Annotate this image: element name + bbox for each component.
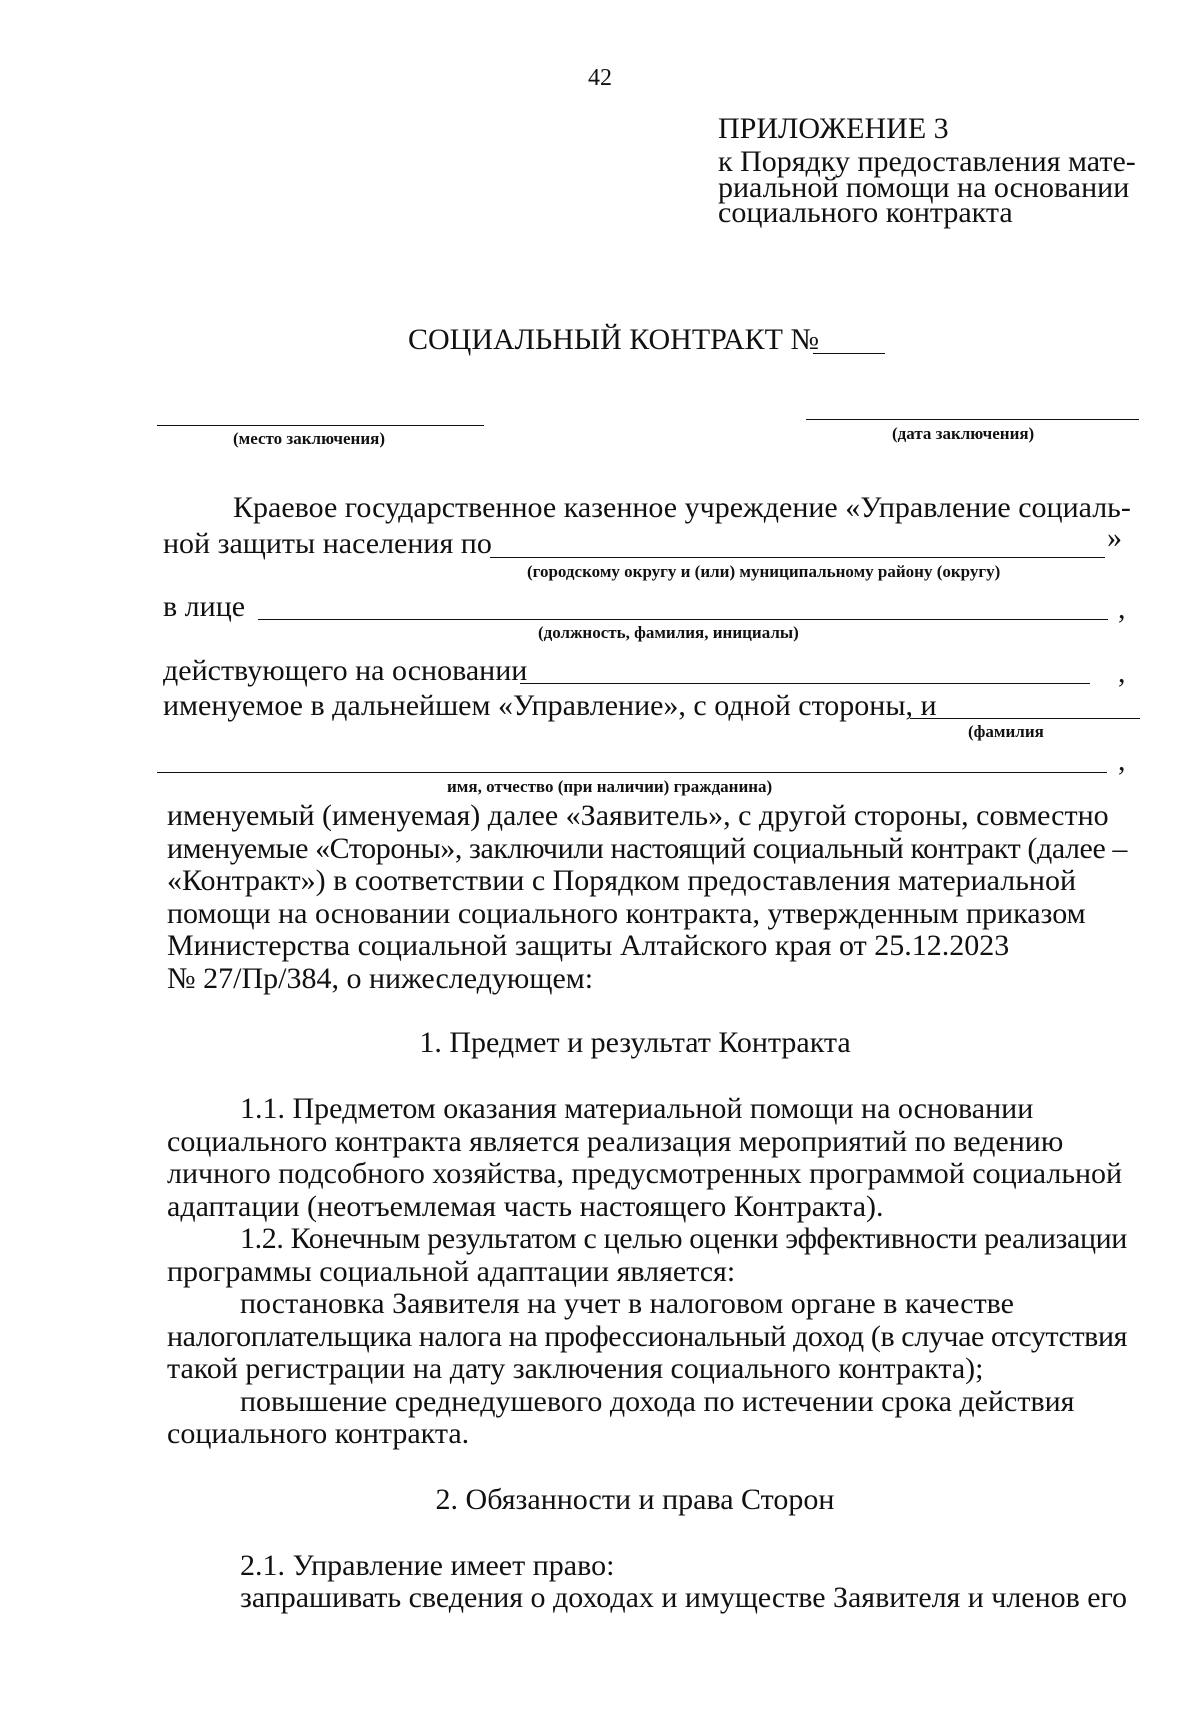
basis-blank bbox=[520, 683, 1090, 684]
district-caption: (городскому округу и (или) муниципальному району (округу) bbox=[527, 562, 1001, 581]
section1-line: повышение среднедушевого дохода по истечении срока действия bbox=[240, 1385, 1075, 1418]
section1-line: социального контракта является реализация мероприятий по ведению bbox=[167, 1125, 1064, 1158]
section1-line: 1.2. Конечным результатом с целью оценки эффективности реализации bbox=[240, 1222, 1127, 1255]
section1-line: программы социальной адаптации является: bbox=[167, 1255, 736, 1288]
body-line: № 27/Пр/384, о нижеследующем: bbox=[167, 962, 594, 995]
body-line: помощи на основании социального контракта, утвержденным приказом bbox=[167, 897, 1086, 930]
appendix-title: ПРИЛОЖЕНИЕ 3 bbox=[718, 112, 949, 145]
contract-title: СОЦИАЛЬНЫЙ КОНТРАКТ № bbox=[408, 323, 820, 356]
body-line: именуемый (именуемая) далее «Заявитель», с другой стороны, совместно bbox=[167, 799, 1109, 832]
place-caption: (место заключения) bbox=[233, 429, 386, 448]
comma: , bbox=[1118, 592, 1126, 625]
section2-line: 2.1. Управление имеет право: bbox=[240, 1549, 615, 1582]
surname-caption: (фамилия bbox=[968, 722, 1044, 741]
intro-line: Краевое государственное казенное учреждение «Управление социаль- bbox=[233, 491, 1131, 524]
section-heading: 2. Обязанности и права Сторон bbox=[435, 1483, 835, 1516]
page-number: 42 bbox=[588, 65, 612, 91]
acting-basis-label: действующего на основании bbox=[163, 654, 528, 687]
intro-line: ной защиты населения по bbox=[163, 527, 492, 560]
district-blank bbox=[490, 557, 1105, 558]
section1-line: постановка Заявителя на учет в налоговом органе в качестве bbox=[240, 1287, 1014, 1320]
place-blank bbox=[157, 425, 484, 426]
person-blank bbox=[258, 619, 1108, 620]
quote-close: » bbox=[1107, 521, 1122, 554]
fullname-caption: имя, отчество (при наличии) гражданина) bbox=[447, 777, 773, 796]
comma: , bbox=[1118, 744, 1126, 777]
section1-line: адаптации (неотъемлемая часть настоящего Контракта). bbox=[167, 1190, 884, 1223]
in-person-label: в лице bbox=[163, 590, 246, 623]
section1-line: налогоплательщика налога на профессиональный доход (в случае отсутствия bbox=[167, 1320, 1128, 1353]
fullname-blank bbox=[157, 772, 1107, 773]
person-caption: (должность, фамилия, инициалы) bbox=[538, 623, 799, 642]
section2-line: запрашивать сведения о доходах и имуществе Заявителя и членов его bbox=[240, 1581, 1127, 1614]
contract-number-blank bbox=[813, 353, 885, 354]
surname-blank bbox=[910, 718, 1140, 719]
section-heading: 1. Предмет и результат Контракта bbox=[419, 1026, 851, 1059]
section1-line: личного подсобного хозяйства, предусмотренных программой социальной bbox=[167, 1157, 1123, 1190]
section1-line: социального контракта. bbox=[167, 1417, 470, 1450]
body-line: именуемые «Стороны», заключили настоящий социальный контракт (далее – bbox=[167, 832, 1127, 865]
body-line: Министерства социальной защиты Алтайского края от 25.12.2023 bbox=[167, 929, 1010, 962]
appendix-line: риальной помощи на основании bbox=[718, 171, 1130, 204]
appendix-line: социального контракта bbox=[718, 196, 1013, 229]
date-caption: (дата заключения) bbox=[892, 424, 1035, 443]
section1-line: 1.1. Предметом оказания материальной помощи на основании bbox=[240, 1092, 1034, 1125]
body-line: «Контракт») в соответствии с Порядком предоставления материальной bbox=[167, 864, 1077, 897]
named-further-line: именуемое в дальнейшем «Управление», с одной стороны, и bbox=[163, 689, 937, 722]
appendix-line: к Порядку предоставления мате- bbox=[718, 145, 1136, 178]
date-blank bbox=[806, 419, 1139, 420]
section1-line: такой регистрации на дату заключения социального контракта); bbox=[167, 1352, 984, 1385]
comma: , bbox=[1118, 656, 1126, 689]
